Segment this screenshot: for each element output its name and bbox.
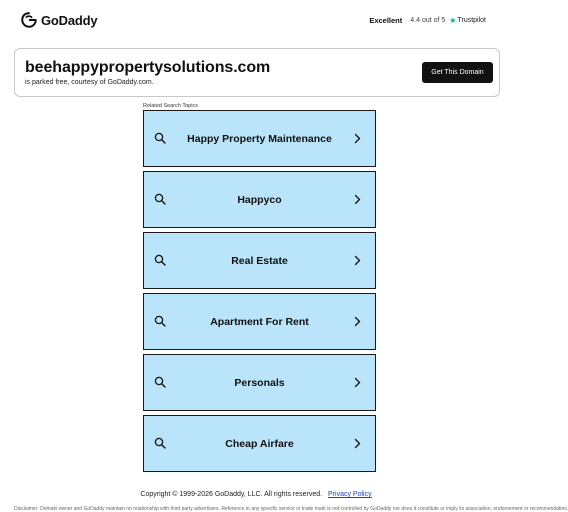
search-topic-label: Real Estate <box>231 254 288 267</box>
chevron-right-icon <box>354 377 361 388</box>
brand-name: GoDaddy <box>41 12 98 28</box>
search-icon <box>154 315 166 327</box>
chevron-right-icon <box>354 194 361 205</box>
godaddy-logo[interactable] <box>20 11 97 29</box>
related-search-label: Related Search Topics <box>143 103 198 109</box>
search-topic-button[interactable] <box>143 110 376 167</box>
search-topic-label: Happyco <box>237 193 282 206</box>
search-icon <box>154 376 166 388</box>
search-topic-button[interactable] <box>143 415 376 472</box>
search-icon <box>154 132 166 144</box>
trustpilot-brand: Trustpilot <box>457 17 486 24</box>
chevron-right-icon <box>354 316 361 327</box>
copyright-text: Copyright © 1999-2026 GoDaddy, LLC. All rights reserved. <box>140 491 323 498</box>
search-topic-button[interactable] <box>143 293 376 350</box>
parked-notice: is parked free, courtesy of GoDaddy.com. <box>25 79 154 86</box>
top-bar <box>0 0 512 42</box>
get-this-domain-button[interactable]: Get This Domain <box>422 62 493 83</box>
trustpilot-excellent: Excellent <box>369 16 403 25</box>
search-topic-button[interactable] <box>143 171 376 228</box>
chevron-right-icon <box>354 255 361 266</box>
disclaimer-text: Disclaimer: Domain owner and GoDaddy maintain no relationship with third party advertisers. Reference to any specific service or trade mark is not controlled by GoDaddy nor does it constitute or imply its association, endorsement or recommendation. <box>14 506 568 512</box>
search-icon <box>154 437 166 449</box>
godaddy-logo-icon <box>20 11 38 29</box>
search-topic-label: Cheap Airfare <box>225 437 294 450</box>
search-icon <box>154 254 166 266</box>
search-topic-label: Personals <box>234 376 285 389</box>
privacy-policy-link[interactable]: Privacy Policy <box>328 491 372 498</box>
domain-name: beehappypropertysolutions.com <box>25 59 271 76</box>
chevron-right-icon <box>354 133 361 144</box>
search-topic-button[interactable] <box>143 232 376 289</box>
footer <box>0 491 512 498</box>
chevron-right-icon <box>354 438 361 449</box>
search-icon <box>154 193 166 205</box>
related-search-list <box>143 110 376 476</box>
domain-card <box>14 48 500 97</box>
search-topic-button[interactable] <box>143 354 376 411</box>
search-topic-label: Apartment For Rent <box>210 315 309 328</box>
trustpilot-rating[interactable] <box>369 16 486 25</box>
trustpilot-score: 4.4 out of 5 <box>410 17 446 24</box>
search-topic-label: Happy Property Maintenance <box>187 132 332 145</box>
trustpilot-star-icon: ★ <box>449 16 457 25</box>
